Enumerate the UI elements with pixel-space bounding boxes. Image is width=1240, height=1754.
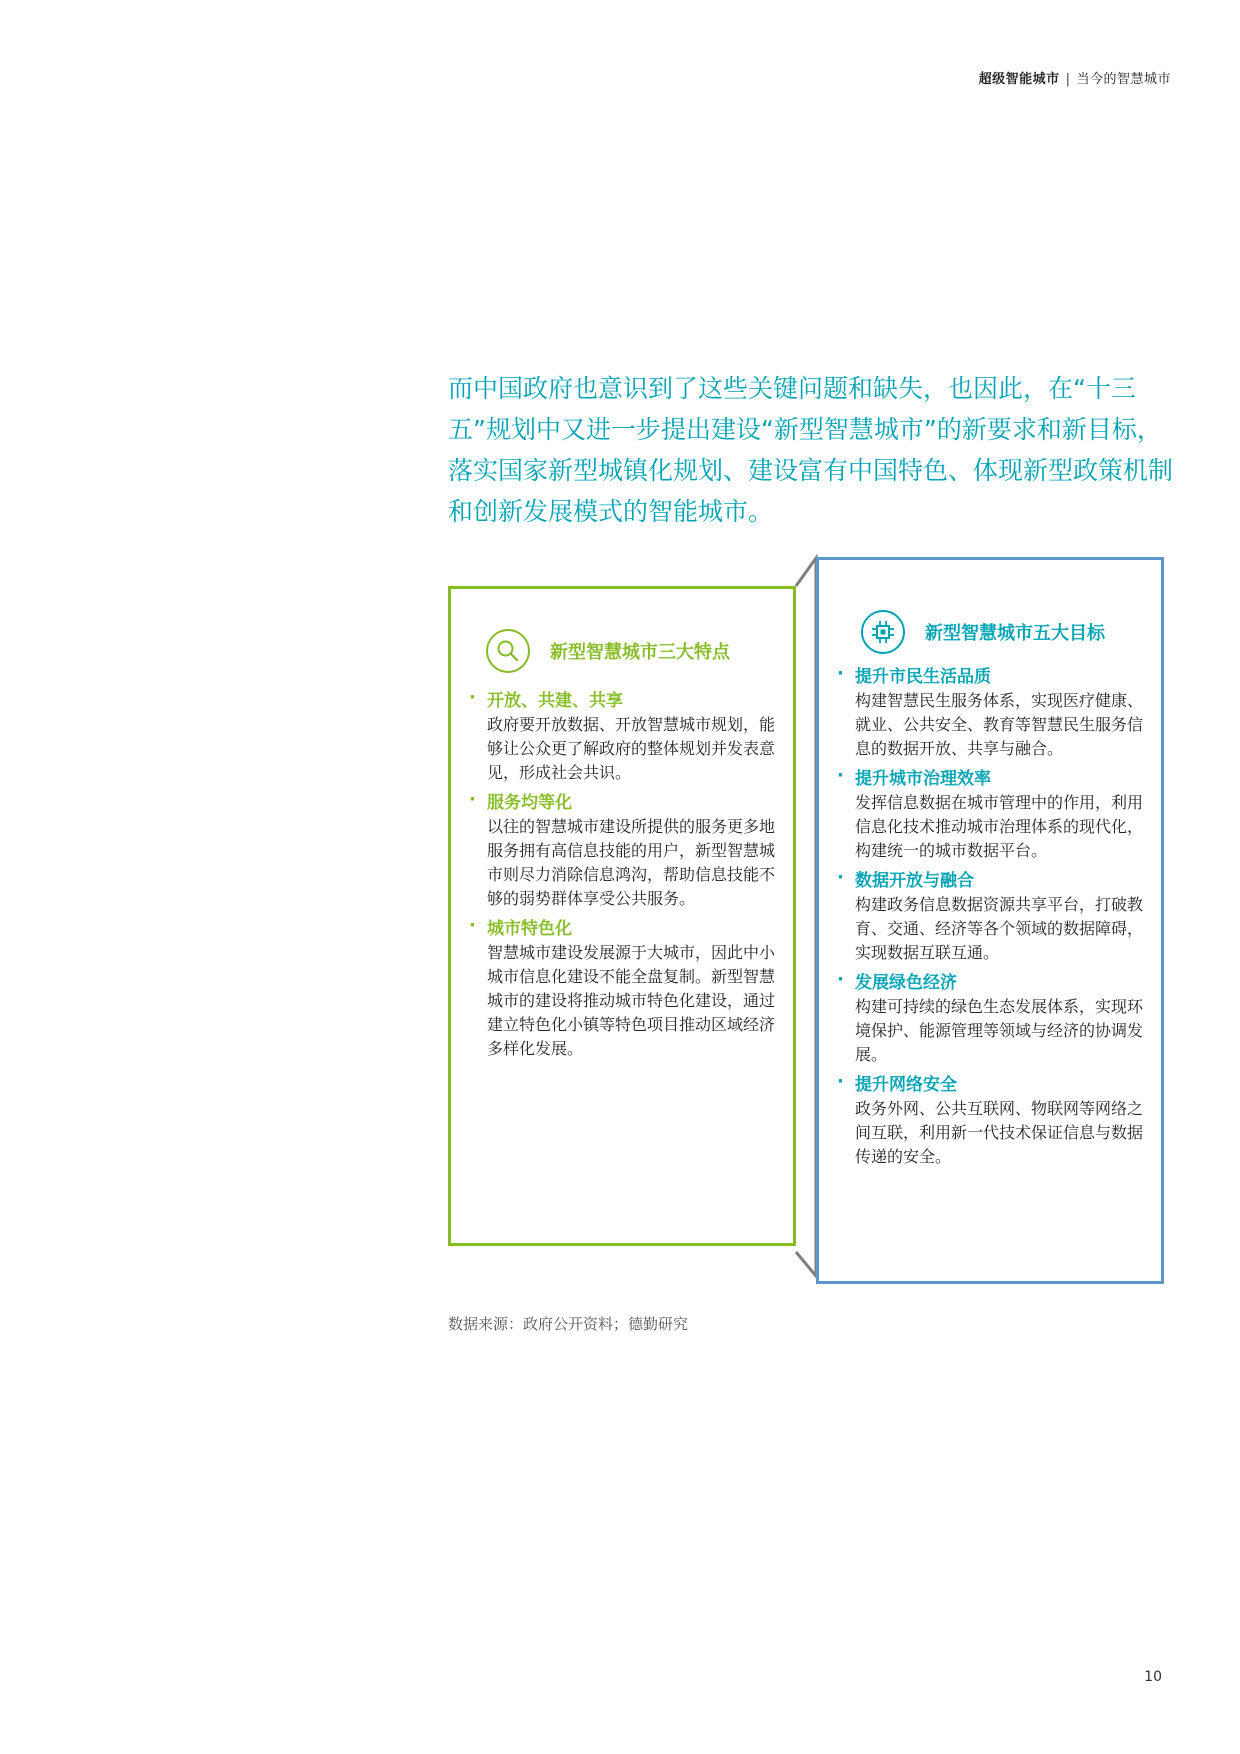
list-item [837, 1073, 1147, 1169]
item-title: 城市特色化 [487, 919, 572, 939]
goals-panel [816, 557, 1164, 1284]
item-description: 政府要开放数据、开放智慧城市规划，能够让公众更了解政府的整体规划并发表意见，形成社会共识。 [487, 715, 776, 782]
bullet-icon: · [837, 663, 844, 684]
goals-panel-title: 新型智慧城市五大目标 [925, 623, 1105, 644]
item-description: 智慧城市建设发展源于大城市，因此中小城市信息化建设不能全盘复制。新型智慧城市的建设将推动城市特色化建设，通过建立特色化小镇等特色项目推动区域经济多样化发展。 [487, 943, 776, 1058]
list-item [469, 791, 779, 911]
chip-icon [861, 610, 905, 654]
list-item [837, 869, 1147, 965]
list-item [469, 689, 779, 785]
bullet-icon: · [837, 1071, 844, 1092]
bullet-icon: · [837, 969, 844, 990]
item-description: 构建智慧民生服务体系，实现医疗健康、就业、公共安全、教育等智慧民生服务信息的数据开放、共享与融合。 [855, 691, 1144, 758]
goals-panel-header [861, 610, 1105, 654]
bullet-icon: · [469, 687, 476, 708]
search-icon [486, 629, 530, 673]
bullet-icon: · [469, 789, 476, 810]
header-separator: | [1065, 72, 1071, 87]
header-report-title: 超级智能城市 [978, 72, 1060, 87]
data-source-note: 数据来源：政府公开资料；德勤研究 [448, 1315, 689, 1333]
item-title: 提升城市治理效率 [855, 769, 991, 789]
item-description: 构建政务信息数据资源共享平台，打破教育、交通、经济等各个领域的数据障碍，实现数据互联互通。 [855, 895, 1144, 962]
bullet-icon: · [837, 765, 844, 786]
intro-paragraph: 而中国政府也意识到了这些关键问题和缺失，也因此，在“十三五”规划中又进一步提出建设“新型智慧城市”的新要求和新目标，落实国家新型城镇化规划、建设富有中国特色、体现新型政策机制和创新发展模式的智能城市。 [448, 374, 1174, 526]
header-section-title: 当今的智慧城市 [1076, 72, 1171, 87]
page-number: 10 [1144, 1669, 1162, 1685]
item-description: 政务外网、公共互联网、物联网等网络之间互联，利用新一代技术保证信息与数据传递的安全。 [855, 1099, 1144, 1166]
goals-list [837, 665, 1147, 1175]
item-title: 开放、共建、共享 [487, 691, 623, 711]
item-title: 数据开放与融合 [855, 871, 974, 891]
item-title: 提升市民生活品质 [855, 667, 991, 687]
item-description: 发挥信息数据在城市管理中的作用，利用信息化技术推动城市治理体系的现代化，构建统一的城市数据平台。 [855, 793, 1144, 860]
list-item [837, 971, 1147, 1067]
features-panel-title: 新型智慧城市三大特点 [550, 642, 730, 663]
item-description: 以往的智慧城市建设所提供的服务更多地服务拥有高信息技能的用户，新型智慧城市则尽力消除信息鸿沟，帮助信息技能不够的弱势群体享受公共服务。 [487, 817, 776, 908]
list-item [837, 767, 1147, 863]
running-header [979, 68, 1171, 87]
bullet-icon: · [469, 915, 476, 936]
features-panel-header [486, 629, 730, 673]
features-list [469, 689, 779, 1067]
item-title: 服务均等化 [487, 793, 572, 813]
item-description: 构建可持续的绿色生态发展体系，实现环境保护、能源管理等领域与经济的协调发展。 [855, 997, 1144, 1064]
features-panel [448, 586, 796, 1246]
list-item [837, 665, 1147, 761]
bullet-icon: · [837, 867, 844, 888]
item-title: 提升网络安全 [855, 1075, 957, 1095]
list-item [469, 917, 779, 1061]
item-title: 发展绿色经济 [855, 973, 957, 993]
